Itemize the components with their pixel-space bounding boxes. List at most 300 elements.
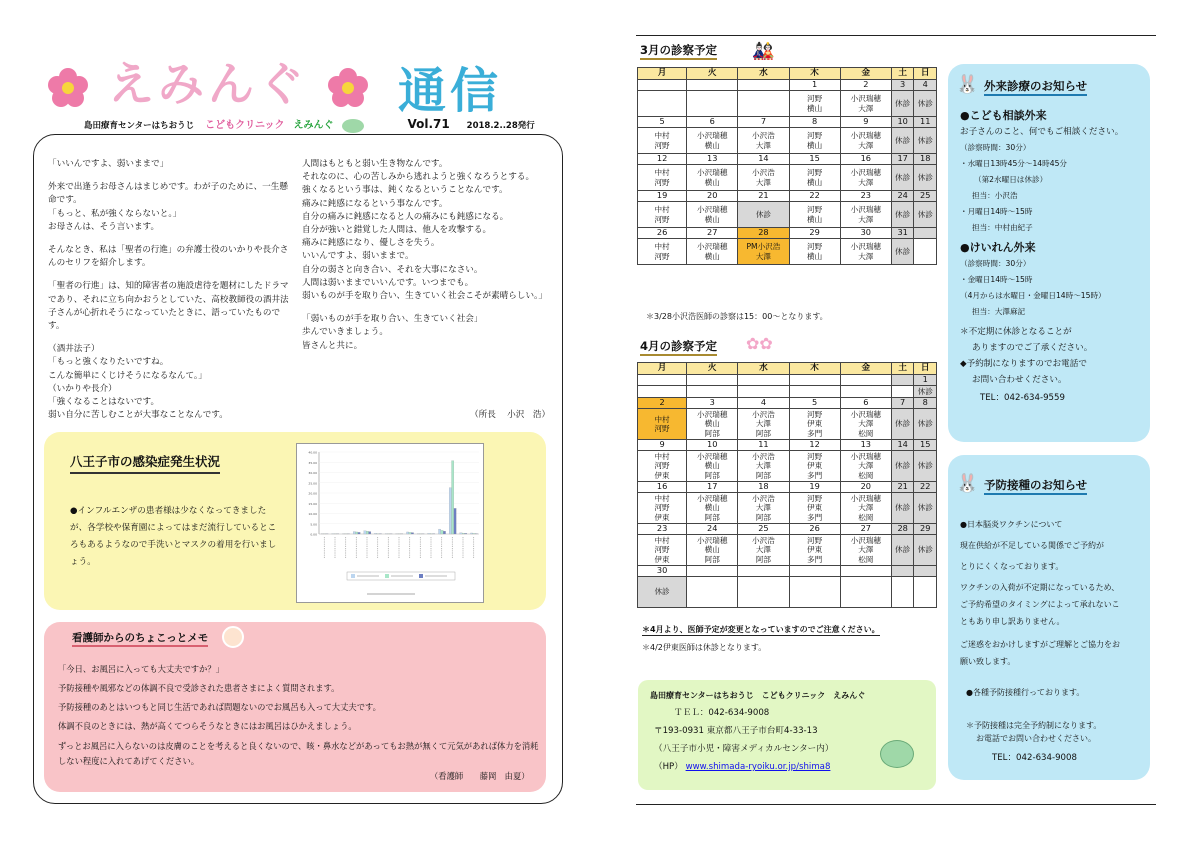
- contact-address: 〒193-0931 東京都八王子市台町4-33-13: [654, 726, 818, 736]
- calendar-date: 2: [638, 398, 687, 409]
- calendar-date: 4: [738, 398, 789, 409]
- chart-legend-swatch: [419, 574, 423, 578]
- calendar-date: 6: [687, 117, 738, 128]
- chart-bar: [358, 532, 360, 534]
- essay-paragraph: 「いいんですよ、弱いままで」: [48, 159, 169, 169]
- calendar-date: 15: [789, 154, 840, 165]
- calendar-date: 27: [687, 228, 738, 239]
- rabbit-icon: 🐰: [956, 473, 979, 494]
- calendar-date: [738, 375, 789, 386]
- nurse-line: 予防接種や風邪などの体調不良で受診された患者さまによく質問されます。: [58, 683, 340, 693]
- infection-title: 八王子市の感染症発生状況: [70, 452, 220, 474]
- calendar-date: 18: [914, 154, 937, 165]
- calendar-cell: 休診: [914, 451, 937, 482]
- calendar-cell: 休診: [891, 202, 914, 228]
- reserve-note-1: ◆予約制になりますのでお電話で: [960, 359, 1087, 369]
- calendar-cell: 休診: [914, 202, 937, 228]
- calendar-cell: 休診: [914, 386, 937, 398]
- calendar-date: 5: [638, 117, 687, 128]
- calendar-date: 12: [789, 440, 840, 451]
- calendar-date: 9: [638, 440, 687, 451]
- calendar-cell: 休診: [891, 451, 914, 482]
- essay-left-column: [48, 158, 296, 422]
- calendar-date: 19: [789, 482, 840, 493]
- vaccine-line: ●日本脳炎ワクチンについて: [960, 520, 1063, 529]
- calendar-cell: 休診: [914, 409, 937, 440]
- issue-date: 2018.2..28発行: [466, 121, 535, 131]
- calendar-cell: [789, 386, 840, 398]
- nurse-icon: [222, 626, 244, 648]
- flower-icon: [48, 68, 88, 108]
- calendar-cell: [914, 239, 937, 265]
- weekday-header: 土: [891, 363, 914, 375]
- vaccine-line: お電話でお問い合わせください。: [976, 734, 1096, 743]
- calendar-cell: 小沢浩 大澤: [738, 128, 789, 154]
- mascot-icon: [342, 119, 364, 133]
- chart-tick-label: 35.00: [308, 460, 317, 465]
- calendar-date: 15: [914, 440, 937, 451]
- wed-staff: 担当：小沢浩: [972, 191, 1018, 200]
- calendar-cell: 小沢浩 大澤: [738, 165, 789, 191]
- vaccine-line: ワクチンの入荷が不定期になっているため、: [960, 583, 1120, 592]
- vaccine-tel: TEL：042-634-9008: [992, 753, 1077, 763]
- calendar-cell: 河野 横山: [789, 165, 840, 191]
- calendar-date: [738, 566, 789, 577]
- calendar-date: 9: [840, 117, 891, 128]
- calendar-date: [789, 566, 840, 577]
- essay-paragraph: 痛みに鈍感になるという事なんです。: [302, 198, 448, 209]
- essay-paragraph: 「聖者の行進」は、知的障害者の施設虐待を題材にしたドラマであり、それに立ち向かおうとしていた、高校教師役の酒井法子さんが心折れそうになっていたときに、語っていたものです。: [48, 281, 289, 332]
- mon-staff: 担当：中村由紀子: [972, 223, 1033, 232]
- essay-paragraph: （酒井法子）: [48, 344, 100, 355]
- calendar-cell: 小沢浩 大澤 阿部: [738, 409, 789, 440]
- calendar-cell: [687, 91, 738, 117]
- reserve-note-2: お問い合わせください。: [972, 375, 1067, 385]
- essay-paragraph: 「弱いものが手を取り合い、生きていく社会」: [302, 314, 483, 325]
- infection-chart: [296, 443, 484, 603]
- calendar-date: 29: [914, 524, 937, 535]
- calendar-cell: 河野 横山: [789, 91, 840, 117]
- calendar-cell: [891, 386, 914, 398]
- chart-bar: [406, 532, 408, 534]
- calendar-date: 16: [840, 154, 891, 165]
- weekday-header: 水: [738, 68, 789, 80]
- calendar-date: 19: [638, 191, 687, 202]
- essay-paragraph: そんなとき、私は「聖者の行進」の弁護士役のいかりや長介さんのセリフを紹介します。: [48, 245, 289, 269]
- calendar-date: 11: [914, 117, 937, 128]
- contact-hp: [654, 760, 830, 772]
- calendar-date: 6: [840, 398, 891, 409]
- calendar-cell: 小沢瑞穂 横山: [687, 239, 738, 265]
- essay-paragraph: 人間はもともと弱い生き物なんです。: [302, 159, 448, 169]
- chart-bar: [460, 533, 462, 534]
- chart-svg: [297, 444, 485, 604]
- fri-staff: 担当：大澤麻記: [972, 307, 1026, 316]
- irregular-note-1: ＊不定期に休診となることが: [960, 327, 1072, 337]
- chart-bar: [452, 461, 454, 534]
- essay-right-column: [302, 158, 556, 353]
- calendar-cell: 小沢浩 大澤 阿部: [738, 493, 789, 524]
- chart-bar: [374, 533, 376, 534]
- calendar-cell: 中村 河野 伊東: [638, 451, 687, 482]
- fri-note: （4月からは水曜日・金曜日14時～15時）: [960, 291, 1106, 300]
- clinic-name: こどもクリニック: [205, 120, 285, 131]
- calendar-cell: 小沢瑞穂 横山 阿部: [687, 409, 738, 440]
- essay-paragraph: 自分の痛みに鈍感になると人の痛みにも鈍感になる。: [302, 211, 509, 222]
- april-calendar: [637, 362, 937, 608]
- calendar-cell: 小沢瑞穂 横山 阿部: [687, 451, 738, 482]
- calendar-cell: [738, 386, 789, 398]
- weekday-header: 水: [738, 363, 789, 375]
- mon-schedule: ・月曜日14時～15時: [960, 207, 1033, 216]
- calendar-date: 17: [687, 482, 738, 493]
- calendar-cell: PM小沢浩 大澤: [738, 239, 789, 265]
- chart-bar: [364, 531, 366, 534]
- nurse-line: 「今日、お風呂に入っても大丈夫ですか？」: [58, 664, 224, 674]
- march-note: ＊3/28小沢浩医師の診察は15：00～となります。: [646, 312, 828, 321]
- consult-title: ●こども相談外来: [960, 109, 1047, 122]
- calendar-cell: 中村 河野: [638, 128, 687, 154]
- weekday-header: 木: [789, 68, 840, 80]
- calendar-cell: [789, 577, 840, 608]
- chart-bar: [369, 532, 371, 534]
- calendar-date: 31: [891, 228, 914, 239]
- essay-paragraph: 自分の弱さと向き合い、それを大事になさい。: [302, 264, 483, 275]
- calendar-cell: 中村 河野: [638, 202, 687, 228]
- calendar-cell: 小沢瑞穂 横山: [687, 165, 738, 191]
- calendar-cell: [738, 91, 789, 117]
- calendar-date: 26: [638, 228, 687, 239]
- calendar-cell: 小沢瑞穂 大澤 松岡: [840, 409, 891, 440]
- calendar-cell: 休診: [914, 91, 937, 117]
- essay-paragraph: 弱い自分に苦しむことが大事なことなんです。: [48, 410, 228, 421]
- calendar-date: 7: [738, 117, 789, 128]
- wed-schedule: ・水曜日13時45分～14時45分: [960, 159, 1067, 168]
- calendar-date: [840, 375, 891, 386]
- essay-paragraph: こんな簡単にくじけそうになるなんて。」: [48, 370, 207, 381]
- calendar-date: 13: [687, 154, 738, 165]
- mascot-icon: [880, 740, 914, 768]
- weekday-header: 日: [914, 363, 937, 375]
- calendar-cell: 休診: [891, 409, 914, 440]
- sakura-icon: ✿✿: [746, 334, 773, 353]
- calendar-date: 22: [789, 191, 840, 202]
- calendar-cell: 中村 河野 伊東: [638, 493, 687, 524]
- calendar-cell: 中村 河野: [638, 165, 687, 191]
- calendar-date: 8: [914, 398, 937, 409]
- contact-center: （八王子市小児・障害メディカルセンター内）: [654, 744, 834, 754]
- calendar-date: 27: [840, 524, 891, 535]
- chart-tick-label: 10.00: [308, 512, 317, 516]
- chart-bar: [356, 532, 358, 534]
- calendar-cell: [840, 386, 891, 398]
- calendar-cell: 小沢瑞穂 大澤: [840, 128, 891, 154]
- hp-link[interactable]: www.shimada-ryoiku.or.jp/shima8: [685, 762, 831, 772]
- april-note-2: ＊4/2伊東医師は休診となります。: [642, 643, 767, 652]
- calendar-date: 14: [891, 440, 914, 451]
- calendar-cell: 小沢瑞穂 大澤: [840, 202, 891, 228]
- top-rule: [636, 35, 1156, 36]
- calendar-cell: 河野 伊東 多門: [789, 451, 840, 482]
- calendar-date: 20: [840, 482, 891, 493]
- calendar-cell: 休診: [891, 128, 914, 154]
- calendar-date: 14: [738, 154, 789, 165]
- calendar-cell: [914, 577, 937, 608]
- essay-paragraph: 痛みに鈍感になり、優しさを失う。: [302, 238, 440, 249]
- calendar-cell: 休診: [891, 535, 914, 566]
- bottom-rule: [636, 804, 1156, 805]
- chart-bar: [470, 533, 472, 534]
- calendar-date: 21: [738, 191, 789, 202]
- chart-bar: [473, 533, 475, 534]
- nurse-signature: （看護師 藤岡 由夏）: [430, 771, 530, 781]
- essay-paragraph: 人間は弱いままでいいんです。いつまでも。: [302, 277, 474, 288]
- calendar-cell: [638, 386, 687, 398]
- chart-legend-swatch: [351, 574, 355, 578]
- calendar-date: [687, 80, 738, 91]
- header-info: [84, 116, 535, 133]
- weekday-header: 木: [789, 363, 840, 375]
- chart-bar: [462, 533, 464, 534]
- essay-paragraph: いいんですよ、弱いままで。: [302, 251, 414, 262]
- wed-note: （第2水曜日は休診）: [974, 175, 1048, 184]
- calendar-date: 3: [891, 80, 914, 91]
- vaccine-line: ご迷惑をおかけしますがご理解とご協力をお: [960, 640, 1120, 649]
- calendar-cell: [840, 577, 891, 608]
- vaccine-line: ともあり申し訳ありません。: [960, 617, 1065, 626]
- calendar-cell: [687, 577, 738, 608]
- calendar-date: 22: [914, 482, 937, 493]
- outpatient-text: [960, 108, 1123, 406]
- weekday-header: 日: [914, 68, 937, 80]
- chart-legend-swatch: [385, 574, 389, 578]
- march-calendar: [637, 67, 937, 265]
- calendar-cell: 小沢瑞穂 横山 阿部: [687, 493, 738, 524]
- nurse-line: ずっとお風呂に入らないのは皮膚のことを考えると良くないので、咳・鼻水などがあってもお熱が無くて元気があれば体力を消耗しない程度に入れてあげてください。: [58, 741, 539, 766]
- nurse-line: 予防接種のあとはいつもと同じ生活であれば問題ないのでお風呂も入って大丈夫です。: [58, 702, 381, 712]
- hp-label: （HP）: [654, 762, 683, 772]
- calendar-date: [914, 566, 937, 577]
- vaccine-line: ご予約希望のタイミングによって承れないこ: [960, 600, 1120, 609]
- calendar-cell: 小沢瑞穂 大澤 松岡: [840, 535, 891, 566]
- weekday-header: 火: [687, 363, 738, 375]
- calendar-date: 24: [687, 524, 738, 535]
- calendar-cell: 河野 伊東 多門: [789, 493, 840, 524]
- fri-schedule: ・金曜日14時～15時: [960, 275, 1033, 284]
- essay-paragraph: 「強くなることはないです。: [48, 397, 160, 408]
- chart-tick-label: 5.00: [310, 522, 317, 527]
- nurse-line: 体調不良のときには、熱が高くてつらそうなときにはお風呂はひかえましょう。: [58, 721, 357, 731]
- calendar-cell: 休診: [891, 493, 914, 524]
- chart-tick-label: 0.00: [310, 532, 317, 537]
- calendar-cell: 小沢瑞穂 大澤 松岡: [840, 451, 891, 482]
- irregular-note-2: ありますのでご了承ください。: [972, 343, 1093, 353]
- calendar-date: 12: [638, 154, 687, 165]
- calendar-date: [914, 228, 937, 239]
- weekday-header: 金: [840, 363, 891, 375]
- contact-org: 島田療育センターはちおうじ こどもクリニック えみんぐ: [650, 691, 866, 700]
- chart-bar: [353, 532, 355, 534]
- chart-bar: [366, 531, 368, 534]
- calendar-date: 7: [891, 398, 914, 409]
- calendar-cell: 小沢瑞穂 大澤: [840, 91, 891, 117]
- essay-signature: （所長 小沢 浩）: [470, 410, 551, 420]
- consult-time: （診察時間：30分）: [960, 143, 1031, 152]
- calendar-date: [738, 80, 789, 91]
- april-note-1: ＊4月より、医師予定が変更となっていますのでご注意ください。: [642, 625, 880, 634]
- calendar-date: 16: [638, 482, 687, 493]
- calendar-cell: 小沢浩 大澤 阿部: [738, 535, 789, 566]
- essay-paragraph: 「もっと、私が強くならないと。」: [48, 208, 182, 219]
- calendar-date: 5: [789, 398, 840, 409]
- essay-paragraph: それなのに、心の苦しみから逃れようと強くなろうとする。: [302, 172, 535, 183]
- calendar-date: 21: [891, 482, 914, 493]
- calendar-cell: 小沢瑞穂 横山: [687, 128, 738, 154]
- chart-bar: [428, 533, 430, 534]
- calendar-date: 1: [789, 80, 840, 91]
- chart-bar: [411, 533, 413, 534]
- calendar-cell: 河野 横山: [789, 128, 840, 154]
- calendar-cell: 休診: [738, 202, 789, 228]
- calendar-cell: 小沢瑞穂 大澤: [840, 165, 891, 191]
- outpatient-title: 外来診療のお知らせ: [984, 78, 1087, 96]
- infection-text: ●インフルエンザの患者様は少なくなってきましたが、各学校や保育園によってはまだ流行しているところもあるようなので手洗いとマスクの着用を行いましょう。: [70, 506, 277, 567]
- calendar-cell: [891, 577, 914, 608]
- calendar-date: 20: [687, 191, 738, 202]
- calendar-cell: 河野 横山: [789, 202, 840, 228]
- weekday-header: 月: [638, 68, 687, 80]
- calendar-cell: 小沢浩 大澤 阿部: [738, 451, 789, 482]
- essay-paragraph: 自分が強いと錯覚した人間は、他人を攻撃する。: [302, 225, 492, 236]
- org-name: 島田療育センターはちおうじ: [84, 121, 195, 131]
- calendar-date: 4: [914, 80, 937, 91]
- calendar-date: 2: [840, 80, 891, 91]
- calendar-date: [638, 375, 687, 386]
- calendar-cell: 河野 横山: [789, 239, 840, 265]
- chart-bar: [449, 488, 451, 534]
- outpatient-tel: TEL：042-634-9559: [980, 393, 1065, 403]
- doll-icon: 🎎: [752, 41, 775, 62]
- chart-tick-label: 40.00: [308, 450, 317, 455]
- vaccine-line: とりにくくなっております。: [960, 562, 1064, 571]
- calendar-date: 17: [891, 154, 914, 165]
- march-title: 3月の診察予定: [640, 42, 717, 60]
- calendar-cell: 小沢瑞穂 横山: [687, 202, 738, 228]
- essay-paragraph: （いかりや長介）: [48, 383, 117, 394]
- calendar-date: 18: [738, 482, 789, 493]
- calendar-date: 28: [738, 228, 789, 239]
- weekday-header: 月: [638, 363, 687, 375]
- calendar-date: 24: [891, 191, 914, 202]
- chart-tick-label: 30.00: [308, 471, 317, 475]
- vaccine-text: [960, 516, 1120, 767]
- april-title: 4月の診察予定: [640, 338, 717, 356]
- epilepsy-title: ●けいれん外来: [960, 241, 1036, 254]
- nurse-text: [58, 660, 544, 769]
- calendar-cell: 河野 伊東 多門: [789, 409, 840, 440]
- essay-paragraph: 強くなるという事は、鈍くなるということなんです。: [302, 185, 508, 196]
- calendar-date: 10: [891, 117, 914, 128]
- nurse-title: 看護師からのちょこっとメモ: [72, 630, 208, 647]
- calendar-date: 29: [789, 228, 840, 239]
- vaccine-title: 予防接種のお知らせ: [984, 477, 1087, 495]
- calendar-cell: 中村 河野: [638, 409, 687, 440]
- chart-bar: [438, 529, 440, 534]
- chart-bar: [409, 532, 411, 534]
- calendar-date: 30: [638, 566, 687, 577]
- chart-bar: [454, 508, 456, 534]
- calendar-date: 30: [840, 228, 891, 239]
- calendar-cell: 中村 河野: [638, 239, 687, 265]
- volume: Vol.71: [407, 117, 450, 131]
- calendar-date: 23: [638, 524, 687, 535]
- calendar-cell: 休診: [891, 91, 914, 117]
- calendar-date: 3: [687, 398, 738, 409]
- vaccine-line: 願い致します。: [960, 657, 1016, 666]
- epilepsy-time: （診察時間：30分）: [960, 259, 1031, 268]
- calendar-date: [687, 375, 738, 386]
- calendar-cell: 中村 河野 伊東: [638, 535, 687, 566]
- calendar-cell: 休診: [914, 535, 937, 566]
- essay-paragraph: 歩んでいきましょう。: [302, 327, 388, 338]
- calendar-date: 1: [914, 375, 937, 386]
- consult-desc: お子さんのこと、何でもご相談ください。: [960, 127, 1124, 137]
- calendar-cell: 休診: [914, 128, 937, 154]
- essay-paragraph: お母さんは、そう言います。: [48, 221, 160, 232]
- contact-tel: ＴＥＬ：042-634-9008: [674, 708, 770, 718]
- chart-tick-label: 20.00: [308, 491, 317, 496]
- weekday-header: 金: [840, 68, 891, 80]
- vaccine-line: 現在供給が不足している関係でご予約が: [960, 541, 1104, 550]
- newsletter-title: [48, 48, 368, 114]
- calendar-date: 25: [738, 524, 789, 535]
- weekday-header: 土: [891, 68, 914, 80]
- emming-name: えみんぐ: [293, 120, 334, 131]
- essay-paragraph: 「もっと強くなりたいですね。: [48, 357, 169, 368]
- calendar-cell: 休診: [914, 165, 937, 191]
- chart-bar: [441, 530, 443, 534]
- chart-bar: [465, 533, 467, 534]
- calendar-cell: 休診: [891, 165, 914, 191]
- calendar-date: 11: [738, 440, 789, 451]
- chart-bar: [443, 531, 445, 534]
- calendar-date: 28: [891, 524, 914, 535]
- calendar-date: 23: [840, 191, 891, 202]
- calendar-cell: [638, 91, 687, 117]
- calendar-date: [687, 566, 738, 577]
- calendar-date: 13: [840, 440, 891, 451]
- calendar-date: [891, 375, 914, 386]
- calendar-date: 25: [914, 191, 937, 202]
- calendar-cell: [687, 386, 738, 398]
- calendar-cell: 河野 伊東 多門: [789, 535, 840, 566]
- title-tsushin: 通信: [398, 63, 503, 119]
- calendar-cell: 休診: [891, 239, 914, 265]
- calendar-date: 8: [789, 117, 840, 128]
- rabbit-icon: 🐰: [956, 74, 979, 95]
- vaccine-line: ●各種予防接種行っております。: [966, 688, 1085, 697]
- calendar-date: 10: [687, 440, 738, 451]
- calendar-cell: 小沢瑞穂 横山 阿部: [687, 535, 738, 566]
- title-text: えみんぐ: [108, 57, 309, 111]
- chart-tick-label: 25.00: [308, 481, 317, 486]
- calendar-cell: 小沢瑞穂 大澤 松岡: [840, 493, 891, 524]
- flower-icon: [328, 68, 368, 108]
- calendar-date: [840, 566, 891, 577]
- essay-paragraph: 弱いものが手を取り合い、生きていく社会こそが素晴らしい。」: [302, 291, 547, 302]
- calendar-date: [891, 566, 914, 577]
- calendar-cell: 小沢瑞穂 大澤: [840, 239, 891, 265]
